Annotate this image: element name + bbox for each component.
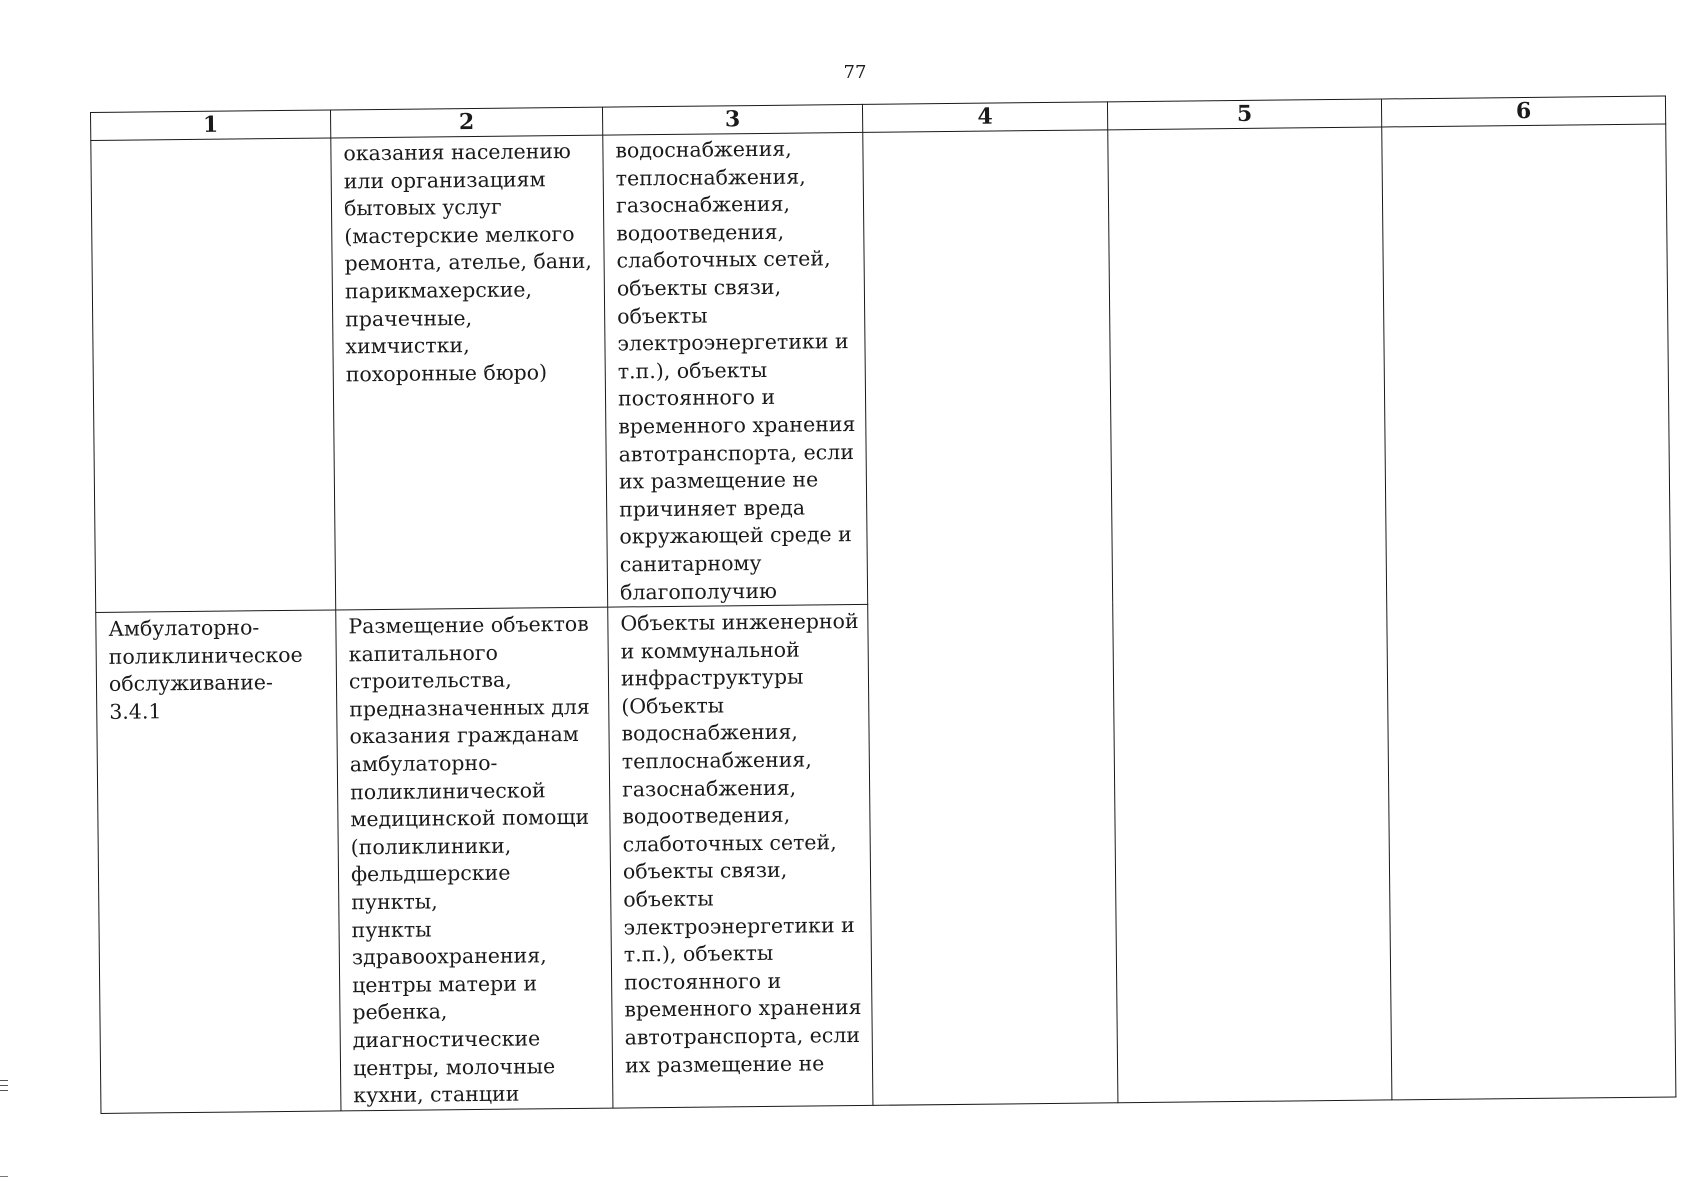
- table-row: [91, 124, 1671, 613]
- column-header: 1: [91, 110, 331, 141]
- cell-text: водоснабжения, теплоснабжения, газоснабжения, водоотведения, слаботочных сетей, объекты связи, объекты электроэнергетики и т.п.), объекты постоянного и временного хранения автотранспорта, если их размещение не причиняет вреда окружающей среде и санитарному благополучию: [615, 136, 856, 604]
- cell-text: оказания населению или организациям бытовых услуг (мастерские мелкого ремонта, ателье, бани, парикмахерские, прачечные, химчистки, похоронные бюро): [343, 138, 592, 387]
- cell-text: Размещение объектов капитального строительства, предназначенных для оказания гражданам амбулаторно- поликлинической медицинской помощи (поликлиники, фельдшерские пункты, пункты здравоохранения, центры матери и ребенка, диагностические центры, молочные кухни, станции: [348, 611, 590, 1108]
- table-cell: [96, 610, 341, 1113]
- table-cell: [603, 132, 868, 607]
- cell-text: [91, 138, 330, 143]
- column-header: 3: [602, 104, 862, 135]
- column-header: 6: [1381, 96, 1665, 127]
- column-header: 2: [330, 107, 602, 138]
- document-table-sheet: [90, 96, 1675, 1108]
- table-cell: [331, 135, 608, 610]
- table-cell-empty: [1108, 127, 1392, 1103]
- cell-text: Амбулаторно- поликлиническое обслуживание- 3.4.1: [108, 615, 303, 724]
- page-number: 77: [843, 62, 867, 83]
- column-header: 4: [862, 102, 1107, 133]
- document-table: [90, 95, 1676, 1113]
- table-cell: [91, 138, 336, 613]
- table-cell-empty: [863, 130, 1118, 1105]
- table-cell: [336, 607, 613, 1111]
- scan-margin-mark: [0, 1176, 8, 1177]
- scan-margin-marks: [0, 1080, 8, 1094]
- table-cell-empty: [1382, 124, 1676, 1100]
- column-header: 5: [1107, 99, 1381, 130]
- table-cell: [608, 604, 873, 1107]
- cell-text: Объекты инженерной и коммунальной инфраструктуры (Объекты водоснабжения, теплоснабжения, газоснабжения, водоотведения, слаботочных сетей, объекты связи, объекты электроэнергетики и т.п.), объекты постоянного и временного хранения автотранспорта, если их размещение не: [620, 609, 862, 1078]
